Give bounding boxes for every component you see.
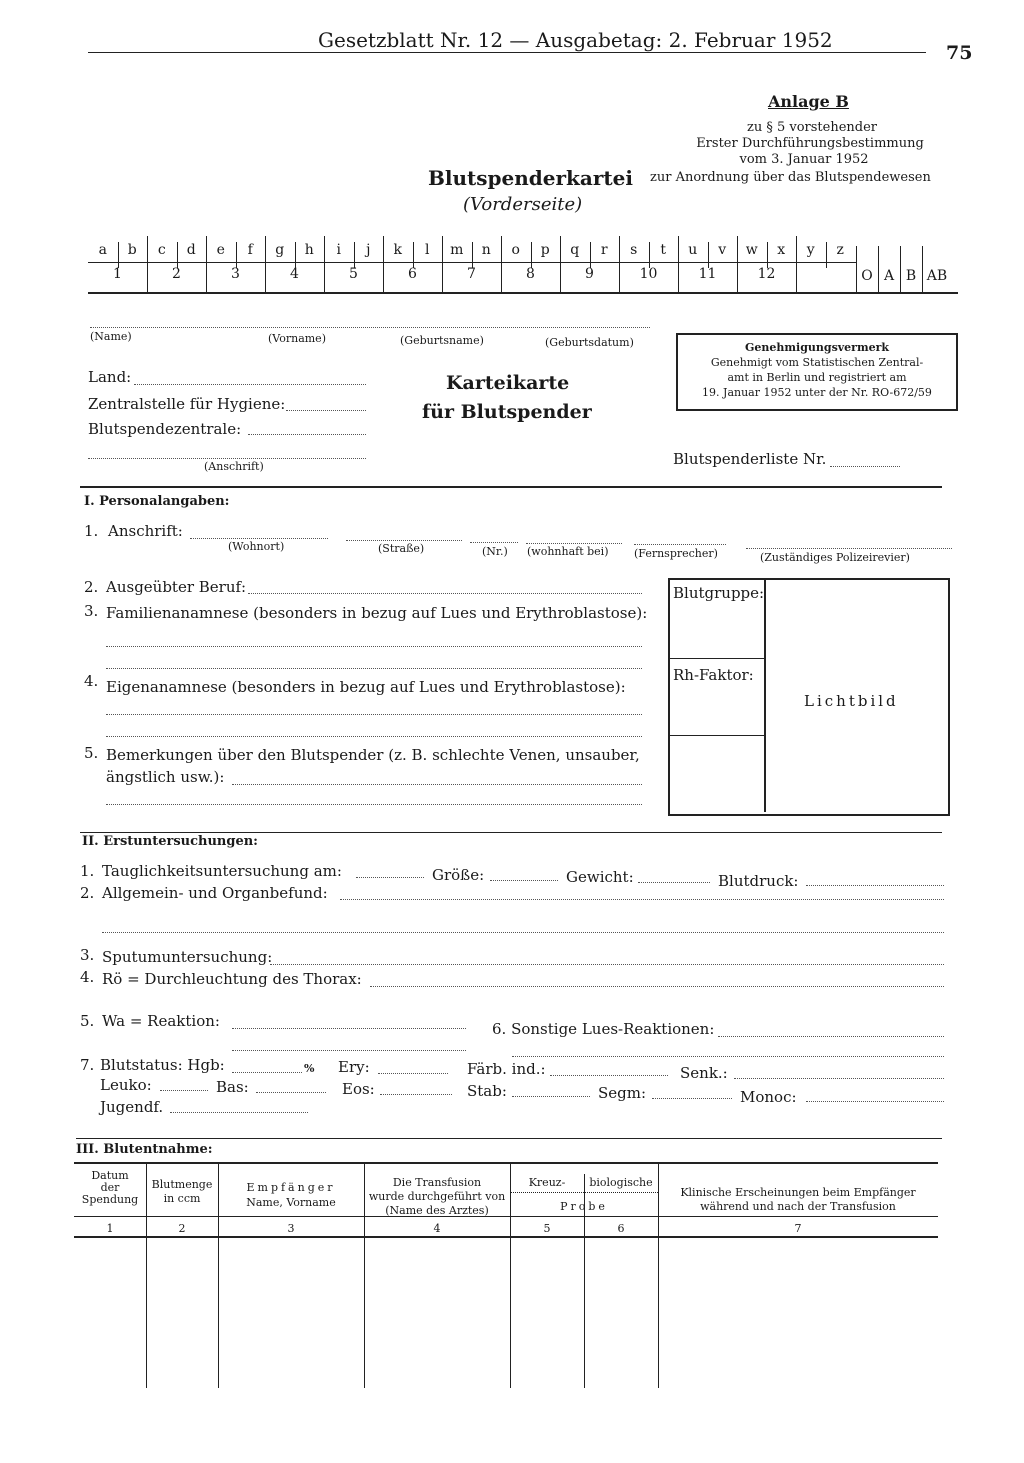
gewicht-label: Gewicht:	[566, 868, 634, 886]
grid-letter-v[interactable]: v	[718, 242, 727, 258]
col2-header-line-2: in ccm	[163, 1192, 201, 1205]
col7-header-line-2: während und nach der Transfusion	[700, 1200, 896, 1213]
grid-letter-divider	[590, 242, 591, 268]
table-column-number-6: 6	[617, 1222, 625, 1235]
col3-header-line-1: Empfänger	[246, 1181, 336, 1194]
table-column-number-5: 5	[543, 1222, 551, 1235]
bemerkungen-field-1[interactable]	[232, 784, 642, 785]
col7-header	[658, 1186, 938, 1214]
grid-blood-group-B[interactable]: B	[905, 268, 917, 284]
wa-reaktion-field-2[interactable]	[232, 1050, 466, 1051]
gewicht-field[interactable]	[638, 882, 710, 883]
wohnhaft-field[interactable]	[526, 543, 622, 544]
section1-heading: I. Personalangaben:	[84, 494, 230, 509]
grid-letter-divider	[649, 242, 650, 268]
vorname-label: (Vorname)	[268, 332, 326, 345]
leuko-label: Leuko:	[100, 1076, 152, 1094]
col2-header	[146, 1178, 218, 1206]
fernsprecher-label: (Fernsprecher)	[634, 547, 718, 560]
section3-heading: III. Blutentnahme:	[76, 1142, 213, 1157]
grid-blood-group-O[interactable]: O	[861, 268, 873, 284]
grid-letter-divider	[501, 236, 502, 294]
ii-item2-number: 2.	[80, 884, 95, 902]
blutspendezentrale-field[interactable]	[248, 434, 366, 435]
item5-label-line-1: Bemerkungen über den Blutspender (z. B. schlechte Venen, unsauber,	[106, 746, 640, 764]
col2-header-line-1: Blutmenge	[151, 1178, 213, 1191]
segm-label: Segm:	[598, 1084, 647, 1102]
eos-label: Eos:	[342, 1080, 375, 1098]
section2-heading: II. Erstuntersuchungen:	[82, 834, 258, 849]
grid-letter-e[interactable]: e	[216, 242, 225, 258]
grid-blood-group-divider	[856, 246, 857, 294]
grid-number-7[interactable]: 7	[467, 266, 476, 282]
col4-header-line-3: (Name des Arztes)	[385, 1204, 489, 1217]
table-column-number-4: 4	[433, 1222, 441, 1235]
grid-number-2[interactable]: 2	[172, 266, 181, 282]
leuko-field[interactable]	[160, 1090, 208, 1091]
grid-letter-w[interactable]: w	[745, 242, 758, 258]
grid-letter-n[interactable]: n	[481, 242, 491, 258]
name-label: (Name)	[90, 330, 132, 343]
nr-field[interactable]	[470, 542, 518, 543]
item2-label: Ausgeübter Beruf:	[106, 578, 247, 596]
item4-label: Eigenanamnese (besonders in bezug auf Lues und Erythroblastose):	[106, 678, 626, 696]
grid-letter-y[interactable]: y	[806, 242, 815, 258]
page-header-title: Gesetzblatt Nr. 12 — Ausgabetag: 2. Februar 1952	[318, 28, 833, 52]
card-title-line-2: für Blutspender	[422, 401, 592, 423]
blutdruck-label: Blutdruck:	[718, 872, 799, 890]
grid-letter-h[interactable]: h	[304, 242, 314, 258]
faerb-label: Färb. ind.:	[467, 1060, 546, 1078]
grid-letter-divider	[206, 236, 207, 294]
tauglichkeit-field[interactable]	[356, 877, 424, 878]
item3-label: Familienanamnese (besonders in bezug auf Lues und Erythroblastose):	[106, 604, 648, 622]
anschrift-field[interactable]	[88, 458, 366, 459]
anschrift-label: (Anschrift)	[204, 460, 264, 473]
ii-item4-number: 4.	[80, 968, 95, 986]
grid-letter-i[interactable]: i	[336, 242, 341, 258]
grid-blood-group-AB[interactable]: AB	[926, 268, 948, 284]
bas-label: Bas:	[216, 1078, 249, 1096]
item5-label-line-2: ängstlich usw.):	[106, 768, 225, 786]
grid-letter-c[interactable]: c	[157, 242, 166, 258]
grid-blood-group-divider	[922, 246, 923, 294]
col7-header-line-1: Klinische Erscheinungen beim Empfänger	[680, 1186, 916, 1199]
grid-letter-divider	[295, 242, 296, 268]
section1-rule	[80, 486, 942, 488]
grid-number-10[interactable]: 10	[639, 266, 658, 282]
strasse-field[interactable]	[346, 540, 462, 541]
grid-letter-t[interactable]: t	[660, 242, 667, 258]
annex-line-2: Erster Durchführungsbestimmung	[696, 136, 924, 151]
donor-list-field[interactable]	[830, 466, 900, 467]
col3-header	[218, 1180, 364, 1210]
grid-letter-divider	[708, 242, 709, 268]
item2-number: 2.	[84, 578, 99, 596]
blutgruppe-divider	[670, 658, 764, 659]
grid-letter-d[interactable]: d	[186, 242, 196, 258]
grid-letter-b[interactable]: b	[127, 242, 137, 258]
table-column-number-7: 7	[794, 1222, 802, 1235]
senk-label: Senk.:	[680, 1064, 728, 1082]
grid-letter-j[interactable]: j	[366, 242, 371, 258]
ii-item4-label: Rö = Durchleuchtung des Thorax:	[102, 970, 362, 988]
sputum-field[interactable]	[270, 964, 944, 965]
stab-label: Stab:	[467, 1082, 507, 1100]
land-label: Land:	[88, 368, 132, 386]
stab-field[interactable]	[512, 1096, 590, 1097]
grid-blood-group-divider	[900, 246, 901, 294]
monoc-label: Monoc:	[740, 1088, 797, 1106]
grid-letter-m[interactable]: m	[450, 242, 464, 258]
ii-item2-label: Allgemein- und Organbefund:	[102, 884, 328, 902]
col1-header	[74, 1170, 146, 1206]
grid-number-9[interactable]: 9	[585, 266, 594, 282]
grid-letter-o[interactable]: o	[511, 242, 520, 258]
section2-rule	[80, 832, 942, 833]
table-column-number-2: 2	[178, 1222, 186, 1235]
col6-header-top: biologische	[589, 1176, 653, 1189]
col5-header-top: Kreuz-	[528, 1176, 566, 1189]
grid-letter-divider	[796, 236, 797, 294]
col1-header-line-1: Datum	[91, 1169, 129, 1182]
grid-letter-divider	[531, 242, 532, 268]
col3-header-line-2: Name, Vorname	[246, 1196, 336, 1209]
jugendf-label: Jugendf.	[100, 1098, 164, 1116]
ery-label: Ery:	[338, 1058, 370, 1076]
grid-letter-divider	[737, 236, 738, 294]
grid-number-3[interactable]: 3	[231, 266, 240, 282]
grid-letter-k[interactable]: k	[393, 242, 402, 258]
form-subtitle: (Vorderseite)	[463, 194, 583, 215]
ii-item5-number: 5.	[80, 1012, 95, 1030]
lues-field-1[interactable]	[718, 1036, 944, 1037]
annex-line-4: zur Anordnung über das Blutspendewesen	[650, 170, 931, 185]
zentralstelle-label: Zentralstelle für Hygiene:	[88, 395, 286, 413]
grid-letter-l[interactable]: l	[425, 242, 430, 258]
table-column-divider	[510, 1164, 511, 1388]
annex-title: Anlage B	[768, 92, 849, 111]
blutgruppe-label: Blutgruppe:	[673, 584, 765, 602]
grid-number-12[interactable]: 12	[757, 266, 776, 282]
grid-letter-divider	[147, 236, 148, 294]
grid-letter-x[interactable]: x	[777, 242, 786, 258]
grid-letter-r[interactable]: r	[600, 242, 608, 258]
col1-header-line-3: Spendung	[81, 1193, 139, 1206]
fernsprecher-field[interactable]	[634, 544, 726, 545]
ery-field[interactable]	[378, 1073, 448, 1074]
ii-item5-label: Wa = Reaktion:	[102, 1012, 220, 1030]
page-number: 75	[946, 42, 973, 64]
nr-label: (Nr.)	[482, 545, 508, 558]
groesse-label: Größe:	[432, 866, 485, 884]
geburtsname-label: (Geburtsname)	[400, 334, 484, 347]
organbefund-field-1[interactable]	[340, 899, 944, 900]
ii-item7-number: 7.	[80, 1056, 95, 1074]
monoc-field[interactable]	[806, 1101, 944, 1102]
item4-number: 4.	[84, 672, 99, 690]
item5-number: 5.	[84, 744, 99, 762]
blutspendezentrale-label: Blutspendezentrale:	[88, 420, 242, 438]
grid-blood-group-A[interactable]: A	[883, 268, 895, 284]
grid-letter-divider	[619, 236, 620, 294]
grid-letter-divider	[413, 242, 414, 268]
grid-letter-f[interactable]: f	[247, 242, 253, 258]
table-number-line	[74, 1236, 938, 1238]
bas-field[interactable]	[256, 1092, 326, 1093]
col4-header-line-1: Die Transfusion	[392, 1176, 482, 1189]
col1-header-line-2: der	[100, 1181, 120, 1194]
faerb-field[interactable]	[550, 1075, 668, 1076]
wohnort-field[interactable]	[190, 538, 328, 539]
col4-header	[364, 1176, 510, 1218]
familienanamnese-field-1[interactable]	[106, 646, 642, 647]
land-field[interactable]	[134, 384, 366, 385]
zentralstelle-field[interactable]	[286, 410, 366, 411]
grid-letter-u[interactable]: u	[688, 242, 698, 258]
col4-header-line-2: wurde durchgeführt von	[368, 1190, 506, 1203]
ii-item1-number: 1.	[80, 862, 95, 880]
grid-letter-s[interactable]: s	[630, 242, 638, 258]
approval-line-1: Genehmigt vom Statistischen Zentral-	[710, 356, 924, 369]
wohnhaft-label: (wohnhaft bei)	[527, 545, 609, 558]
grid-letter-divider	[442, 236, 443, 294]
grid-letter-z[interactable]: z	[836, 242, 844, 258]
grid-letter-p[interactable]: p	[540, 242, 550, 258]
grid-number-11[interactable]: 11	[698, 266, 717, 282]
groesse-field[interactable]	[490, 880, 558, 881]
grid-number-4[interactable]: 4	[290, 266, 299, 282]
grid-letter-divider	[383, 236, 384, 294]
grid-letter-divider	[678, 236, 679, 294]
item1-number: 1.	[84, 522, 99, 540]
ii-item6-label: 6. Sonstige Lues-Reaktionen:	[492, 1020, 715, 1038]
approval-title: Genehmigungsvermerk	[744, 341, 889, 354]
grid-letter-divider	[118, 242, 119, 268]
eos-field[interactable]	[380, 1094, 452, 1095]
grid-number-5[interactable]: 5	[349, 266, 358, 282]
annex-line-3: vom 3. Januar 1952	[739, 152, 869, 167]
table-column-number-1: 1	[106, 1222, 114, 1235]
grid-letter-divider	[826, 242, 827, 268]
grid-letter-divider	[354, 242, 355, 268]
geburtsdatum-label: (Geburtsdatum)	[545, 336, 634, 349]
form-title: Blutspenderkartei	[428, 166, 633, 190]
table-top-line	[74, 1162, 938, 1164]
probe-header: Probe	[560, 1200, 608, 1213]
kreuz-probe-divider	[510, 1192, 658, 1193]
polizeirevier-label: (Zuständiges Polizeirevier)	[760, 551, 910, 564]
lues-field-2[interactable]	[512, 1056, 944, 1057]
card-title-line-1: Karteikarte	[446, 372, 570, 394]
lichtbild-label: Lichtbild	[804, 692, 899, 710]
grid-letter-divider	[265, 236, 266, 294]
grid-letter-divider	[177, 242, 178, 268]
segm-field[interactable]	[652, 1098, 732, 1099]
ii-item1-label: Tauglichkeitsuntersuchung am:	[102, 862, 342, 880]
header-rule	[88, 52, 926, 53]
grid-number-1[interactable]: 1	[113, 266, 122, 282]
grid-letter-divider	[472, 242, 473, 268]
grid-number-8[interactable]: 8	[526, 266, 535, 282]
rh-faktor-label: Rh-Faktor:	[673, 666, 754, 684]
grid-bottom-line	[88, 292, 958, 294]
name-row-dotted-line	[90, 327, 650, 328]
organbefund-field-2[interactable]	[102, 932, 944, 933]
grid-letter-q[interactable]: q	[570, 242, 580, 258]
item1-label: Anschrift:	[108, 522, 183, 540]
bemerkungen-field-2[interactable]	[106, 804, 642, 805]
familienanamnese-field-2[interactable]	[106, 668, 642, 669]
grid-number-6[interactable]: 6	[408, 266, 417, 282]
wohnort-label: (Wohnort)	[228, 540, 285, 553]
grid-letter-divider	[236, 242, 237, 268]
thorax-field[interactable]	[370, 986, 944, 987]
donor-list-label: Blutspenderliste Nr.	[673, 450, 827, 468]
eigenanamnese-field-2[interactable]	[106, 736, 642, 737]
approval-line-3: 19. Januar 1952 unter der Nr. RO-672/59	[702, 386, 932, 399]
strasse-label: (Straße)	[378, 542, 425, 555]
ii-item3-label: Sputumuntersuchung:	[102, 948, 273, 966]
item3-number: 3.	[84, 602, 99, 620]
blood-photo-divider	[764, 580, 766, 812]
blutdruck-field[interactable]	[806, 885, 944, 886]
grid-letter-divider	[324, 236, 325, 294]
grid-letter-a[interactable]: a	[98, 242, 107, 258]
section3-rule	[76, 1138, 942, 1139]
hgb-percent: %	[304, 1062, 315, 1075]
eigenanamnese-field-1[interactable]	[106, 714, 642, 715]
grid-letter-divider	[767, 242, 768, 268]
grid-letter-g[interactable]: g	[275, 242, 285, 258]
hgb-field[interactable]	[232, 1072, 302, 1073]
wa-reaktion-field-1[interactable]	[232, 1028, 466, 1029]
grid-letter-divider	[560, 236, 561, 294]
polizeirevier-field[interactable]	[746, 548, 952, 549]
approval-line-2: amt in Berlin und registriert am	[727, 371, 907, 384]
annex-line-1: zu § 5 vorstehender	[746, 120, 878, 135]
senk-field[interactable]	[734, 1078, 944, 1079]
table-column-number-3: 3	[287, 1222, 295, 1235]
jugendf-field[interactable]	[170, 1112, 308, 1113]
beruf-field[interactable]	[248, 593, 642, 594]
blutstatus-label: Blutstatus: Hgb:	[100, 1056, 225, 1074]
ii-item3-number: 3.	[80, 946, 95, 964]
rh-divider	[670, 735, 764, 736]
grid-blood-group-divider	[878, 246, 879, 294]
